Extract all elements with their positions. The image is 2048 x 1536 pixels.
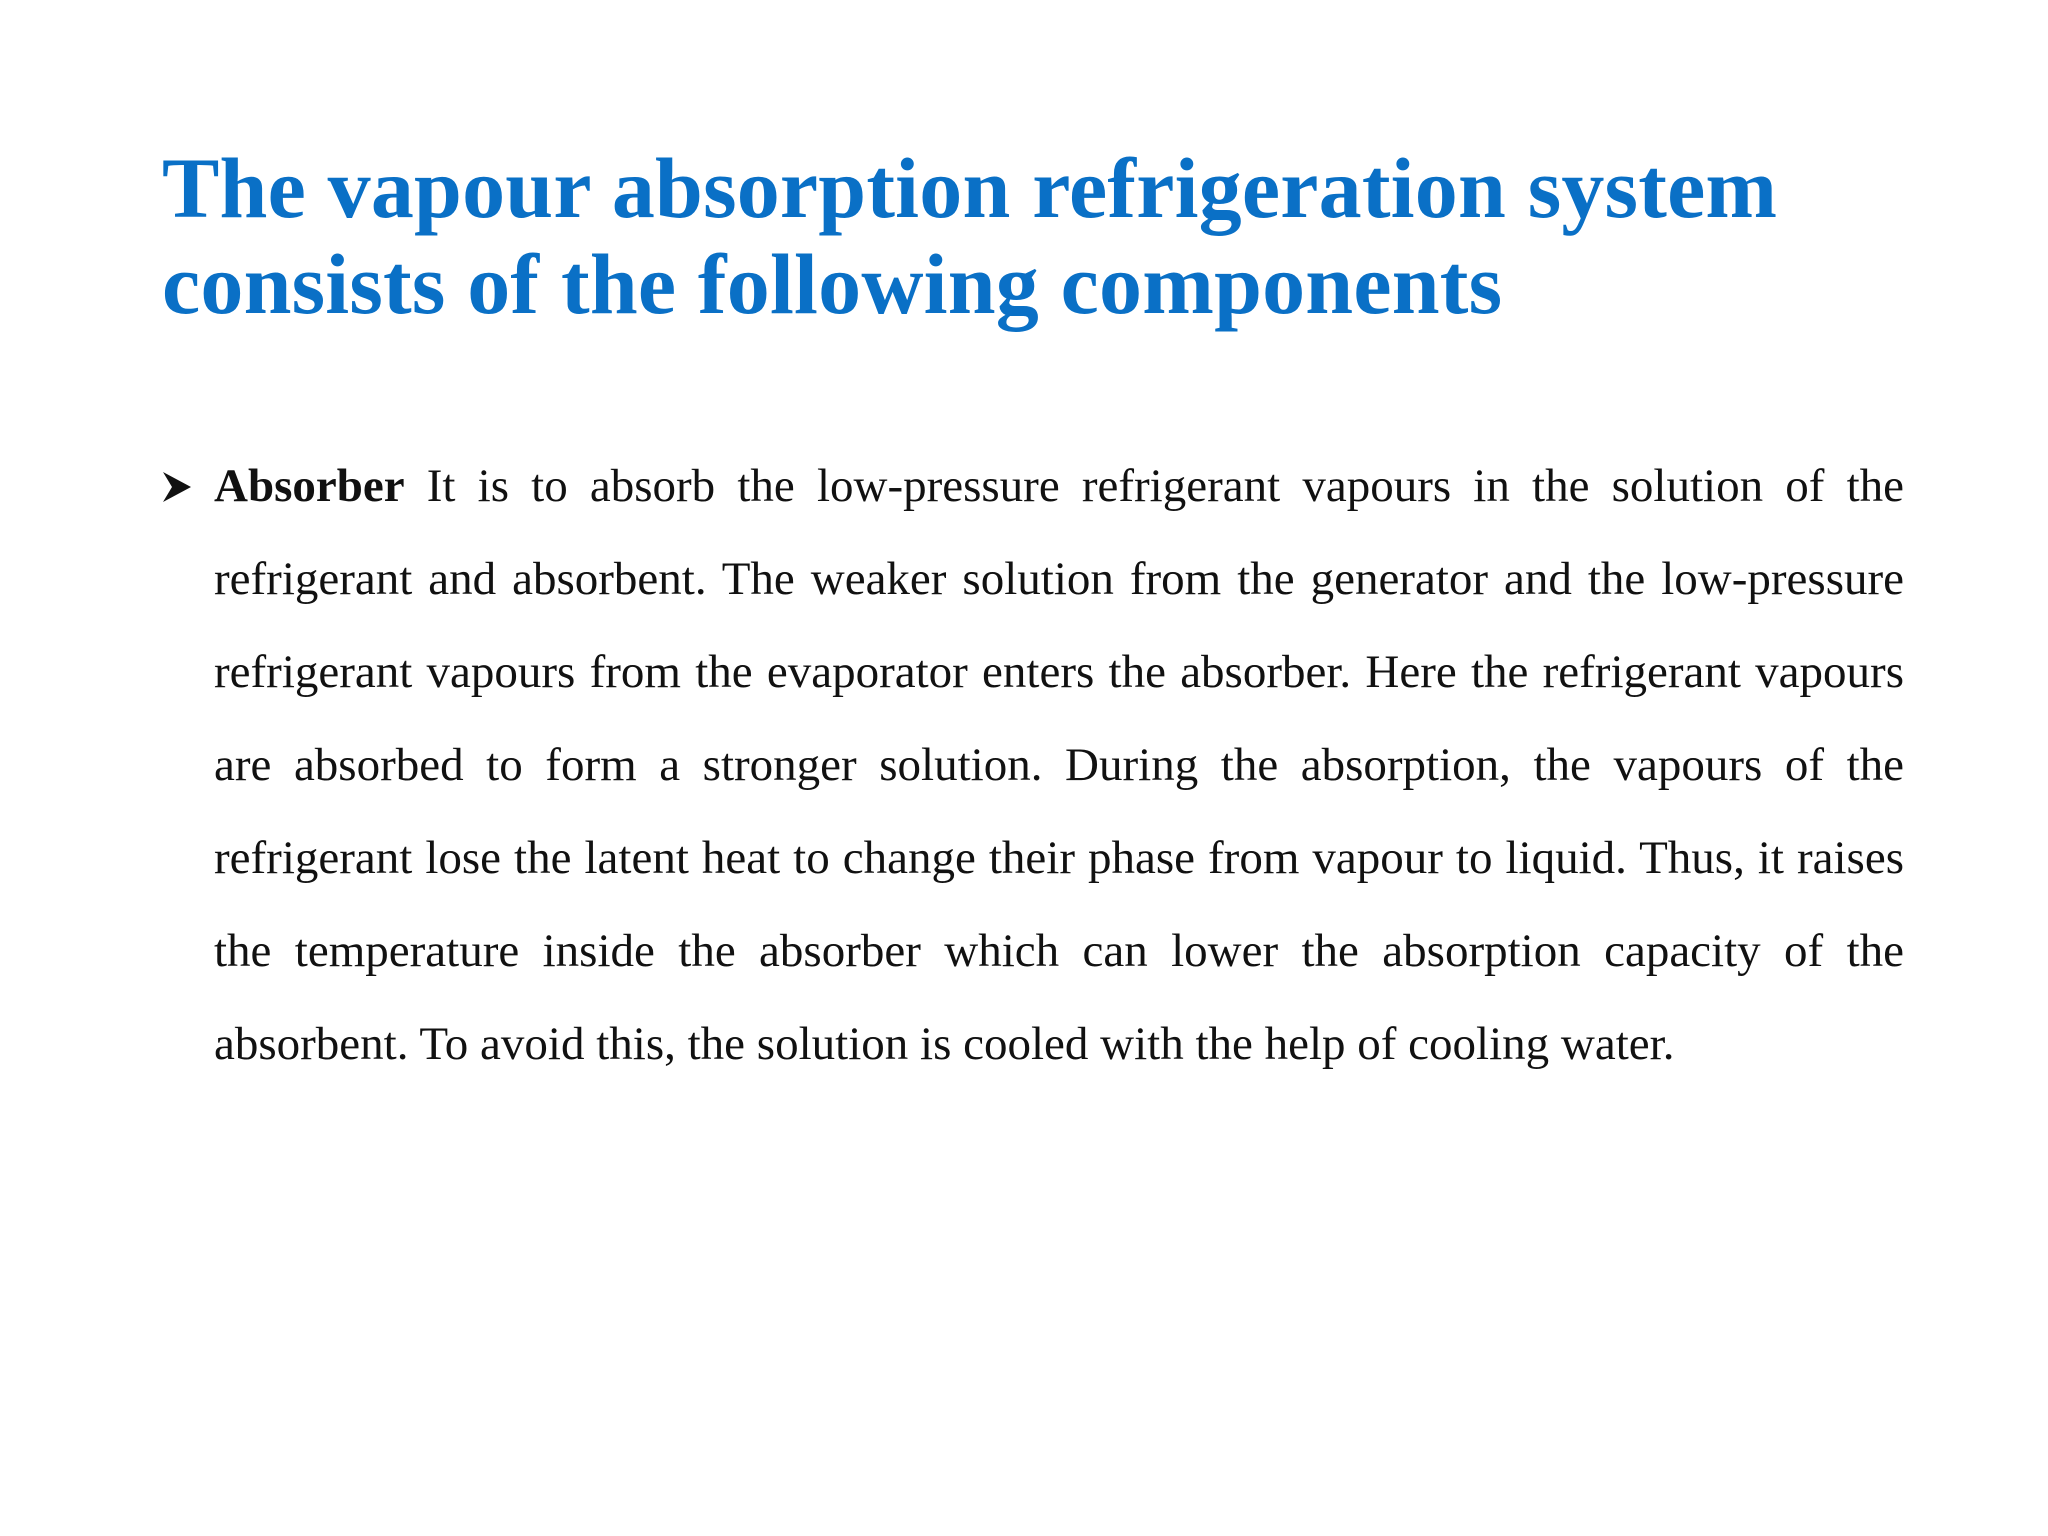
arrowhead-bullet-icon — [162, 440, 214, 533]
bullet-description: It is to absorb the low-pressure refrigerant vapours in the solution of the refrigerant and absorbent. The weaker solution from the generator and the low-pressure refrigerant vapours from the evaporator enters the absorber. Here the refrigerant vapours are absorbed to form a stronger solution. During the absorption, the vapours of the refrigerant lose the latent heat to change their phase from vapour to liquid. Thus, it raises the temperature inside the absorber which can lower the absorption capacity of the absorbent. To avoid this, the solution is cooled with the help of cooling water. — [214, 460, 1904, 1070]
bullet-term: Absorber — [214, 460, 405, 512]
bullet-paragraph — [214, 440, 1904, 1091]
bullet-item-absorber — [162, 440, 1904, 1091]
slide-title-line-1: The vapour absorption refrigeration system — [162, 140, 1778, 236]
slide-title — [162, 140, 1922, 332]
slide-title-line-2: consists of the following components — [162, 236, 1503, 332]
